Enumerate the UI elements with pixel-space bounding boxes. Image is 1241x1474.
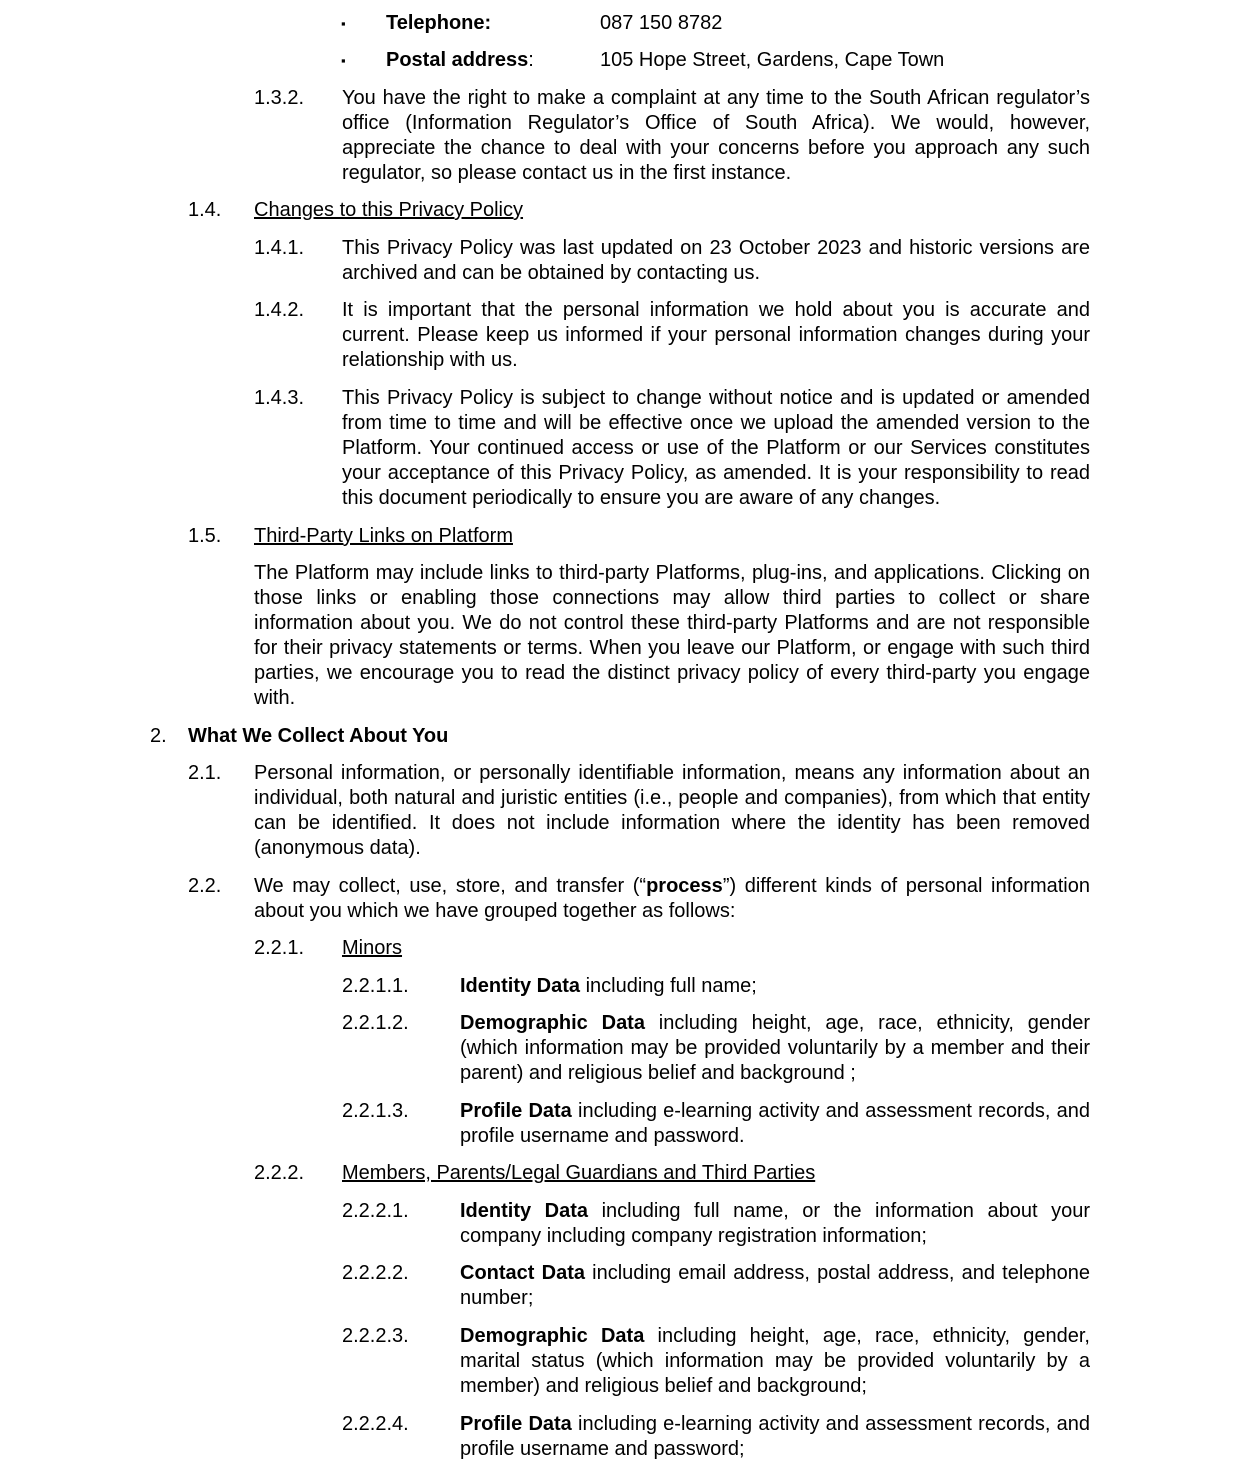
subclause-text (460, 974, 1090, 999)
data-description: including height, age, race, ethnicity, gender (which information may be provided voluntarily by a member and their parent) and religious belief and background ; (460, 1012, 1090, 1084)
section-number: 2.2. (188, 875, 222, 897)
section-paragraph: The Platform may include links to third-party Platforms, plug-ins, and applications. Clicking on those links or enabling those connections may allow third parties to collect or share information about you. We do not control these third-party Platforms and are not responsible for their privacy statements or terms. When you leave our Platform, or engage with such third parties, we encourage you to read the distinct privacy policy of every third-party you engage with. (254, 562, 1090, 709)
bullet-marker: ▪ (341, 16, 346, 31)
clause-number: 1.4.1. (254, 237, 305, 259)
subclause-number: 2.2.1.1. (342, 975, 409, 997)
section-number: 1.4. (188, 199, 222, 221)
text-part: We may collect, use, store, and transfer (“ (254, 875, 647, 897)
subclause-number: 2.2.2.2. (342, 1262, 409, 1284)
subclause-number: 2.2.2.4. (342, 1413, 409, 1435)
data-category: Demographic Data (460, 1012, 645, 1034)
section-number: 2.1. (188, 762, 222, 784)
data-category: Profile Data (460, 1413, 572, 1435)
postal-label-colon: : (528, 49, 534, 71)
clause-text: This Privacy Policy was last updated on 23 October 2023 and historic versions are archived and can be obtained by contacting us. (342, 237, 1090, 284)
section-heading: Changes to this Privacy Policy (254, 199, 524, 221)
telephone-value: 087 150 8782 (600, 12, 723, 34)
section-number: 1.5. (188, 525, 222, 547)
clause-number: 2.2.1. (254, 937, 305, 959)
telephone-label: Telephone: (386, 12, 492, 34)
subclause-text (460, 1011, 1090, 1086)
clause-number: 2.2.2. (254, 1162, 305, 1184)
subclause-text (460, 1099, 1090, 1149)
data-category: Demographic Data (460, 1325, 645, 1347)
clause-text: It is important that the personal information we hold about you is accurate and current. Please keep us informed if your personal information changes during your relationship with us. (342, 299, 1090, 371)
data-category: Contact Data (460, 1262, 585, 1284)
data-description: including full name, or the information about your company including company registration information; (460, 1200, 1090, 1247)
data-description: including email address, postal address, and telephone number; (460, 1262, 1090, 1309)
subclause-number: 2.2.1.2. (342, 1012, 409, 1034)
subclause-text (460, 1324, 1090, 1399)
clause-text: This Privacy Policy is subject to change without notice and is updated or amended from time to time and will be effective once we upload the amended version to the Platform. Your continued access or use of the Platform or our Services constitutes your acceptance of this Privacy Policy, as amended. It is your responsibility to read this document periodically to ensure you are aware of any changes. (342, 387, 1090, 509)
clause-heading: Minors (342, 937, 403, 959)
clause-text: You have the right to make a complaint at any time to the South African regulator’s office (Information Regulator’s Office of South Africa). We would, however, appreciate the chance to deal with your concerns before you approach any such regulator, so please contact us in the first instance. (342, 87, 1090, 184)
postal-address-label (386, 48, 534, 73)
data-category: Identity Data (460, 1200, 589, 1222)
subclause-text (460, 1412, 1090, 1462)
section-paragraph: Personal information, or personally identifiable information, means any information about an individual, both natural and juristic entities (i.e., people and companies), from which that entity can be identified. It does not include information where the identity has been removed (anonymous data). (254, 762, 1090, 859)
text-part: ”) different kinds of personal information about you which we have grouped together as follows: (254, 875, 1090, 922)
bullet-marker: ▪ (341, 53, 346, 68)
data-description: including full name; (580, 975, 757, 997)
data-description: including e-learning activity and assessment records, and profile username and password. (460, 1100, 1090, 1147)
chapter-heading: What We Collect About You (188, 725, 449, 747)
clause-heading: Members, Parents/Legal Guardians and Third Parties (342, 1162, 816, 1184)
section-heading: Third-Party Links on Platform (254, 525, 513, 547)
data-description: including e-learning activity and assessment records, and profile username and password; (460, 1413, 1090, 1460)
subclause-number: 2.2.2.1. (342, 1200, 409, 1222)
clause-number: 1.4.3. (254, 387, 305, 409)
data-category: Identity Data (460, 975, 581, 997)
clause-number: 1.3.2. (254, 87, 305, 109)
subclause-text (460, 1261, 1090, 1311)
data-description: including height, age, race, ethnicity, gender, marital status (which information may be provided voluntarily by a member) and religious belief and background; (460, 1325, 1090, 1397)
clause-number: 1.4.2. (254, 299, 305, 321)
section-paragraph (254, 874, 1090, 924)
subclause-number: 2.2.2.3. (342, 1325, 409, 1347)
subclause-number: 2.2.1.3. (342, 1100, 409, 1122)
subclause-text (460, 1199, 1090, 1249)
postal-address-value: 105 Hope Street, Gardens, Cape Town (600, 49, 945, 71)
defined-term: process (646, 875, 723, 897)
chapter-number: 2. (150, 725, 167, 747)
postal-label-text: Postal address (386, 49, 529, 71)
data-category: Profile Data (460, 1100, 572, 1122)
